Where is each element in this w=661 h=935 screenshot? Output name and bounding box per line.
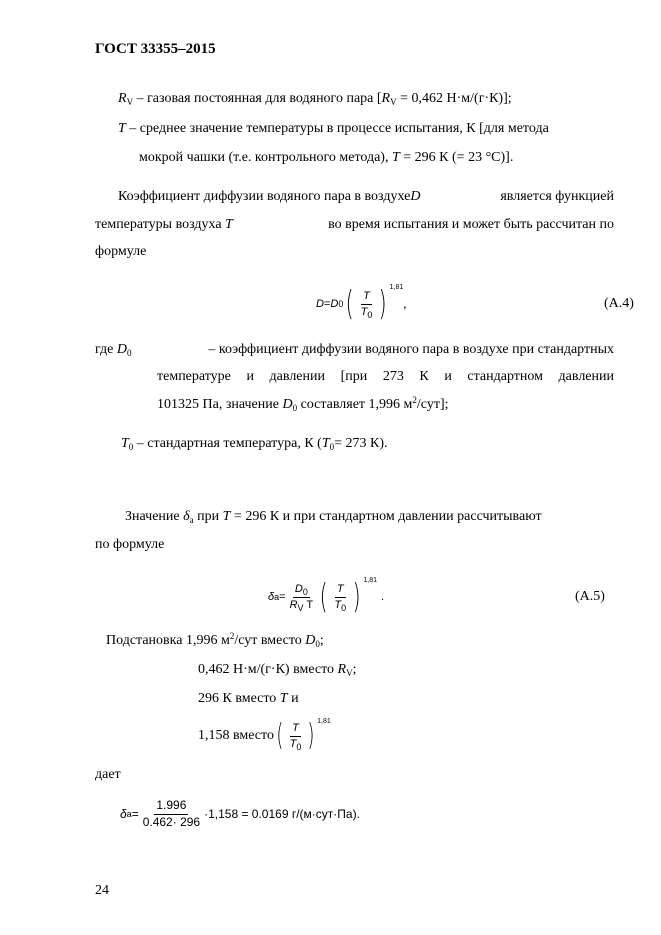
t0-text-b: = 273 К). [334,436,388,451]
formula-a5: δ a = $\frac{D_0}{R_V T}$ ( $\frac{T}{T_0}$ ) 1,81 . [268,577,385,617]
a5-num: D [294,583,303,596]
result-fraction [141,799,202,828]
sub-line3-t: T [279,691,288,706]
substitution-line4 [198,716,331,756]
d0-line3-a: 101325 Па, значение [157,397,283,412]
a5-den-b: T [303,598,314,611]
p2-t: T [222,509,231,524]
a5-eq: = [279,591,286,603]
a5-inner-num: T [336,583,344,596]
p1-line2-text-b: во время испытания и может быть рассчитан по [328,217,614,232]
paragraph1-line2 [95,218,614,232]
sub-line4-den-sub: 0 [296,741,302,752]
where-label [95,343,132,357]
d0-symbol: D [116,342,128,357]
t0-symbol: T [121,436,129,451]
d0-line3-c: /сут]; [416,397,449,412]
a4-right-paren: ) [379,284,387,324]
d0-definition-line2 [157,370,614,384]
p1-line2-text-a: температуры воздуха [95,217,226,232]
sub-line1-c: ; [319,633,324,648]
result-formula: δ a = $\frac{1.996}{0.462\cdot 296}$ ·1,158 = 0.0169 г/(м·сут·Па). [120,798,360,829]
sub-line1-d-sub: 0 [315,639,320,649]
t-text-line2-a: мокрой чашки (т.е. контрольного метода), [139,150,392,165]
rv-subscript: V [126,97,134,107]
p2-delta: δ [183,509,190,524]
a5-fraction [288,583,316,613]
a4-den: T [360,305,368,318]
a4-tail: , [403,296,407,311]
a5-inner-den-sub: 0 [341,602,347,613]
a5-lhs: δ [268,591,275,603]
a4-num: T [363,290,370,303]
definition-t-line1 [118,122,614,136]
sub-line2-r: R [337,662,347,677]
t0-subscript: 0 [128,442,134,452]
result-rest: ·1,158 = 0.0169 г/(м·сут·Па). [204,807,360,821]
paragraph2-line1 [125,510,614,524]
p2-line1-b: при [193,509,223,524]
a4-left-paren: ( [346,284,354,324]
t0-subscript-2: 0 [329,442,335,452]
sub-line1-a: Подстановка 1,996 м [106,633,230,648]
rv-subscript-2: V [390,97,397,107]
sub-line4-exponent: 1,81 [317,718,331,725]
document-header: ГОСТ 33355–2015 [95,41,216,57]
t-text-line2-b: = 296 К (= 23 °С)]. [399,150,514,165]
p2-line1-a: Значение [125,509,184,524]
p1-d-symbol: D [410,189,421,204]
result-den: 0.462· 296 [142,814,201,829]
sub-line4-left-paren: ( [276,718,284,753]
sub-line4-num: T [292,722,299,735]
a4-eq: = [323,298,331,310]
sub-line4-right-paren: ) [307,718,315,753]
rv-symbol: R [118,91,127,106]
sub-line4-den: T [289,737,297,750]
a5-exponent: 1,81 [363,577,378,584]
a5-den-a: R [289,598,298,611]
a4-exponent: 1,81 [389,284,404,291]
paragraph2-line2: по формуле [95,537,165,552]
gives-word: дает [95,767,121,782]
a4-fraction [359,290,375,320]
formula-a4: D = D 0 ( $\frac{T}{T_0}$ ) 1,81 , [316,284,407,324]
t-symbol-2: T [391,150,400,165]
d0-line1-text: – коэффициент диффузии водяного пара в воздухе при стандартных [208,342,614,357]
a5-inner-fraction [332,583,348,613]
definition-rv [118,92,512,106]
t0-symbol-2: T [321,436,330,451]
substitution-line2 [198,663,356,677]
t-symbol: T [118,121,126,136]
t0-definition [121,437,388,451]
d0-symbol-2: D [282,397,293,412]
sub-line3-a: 296 К вместо [198,691,280,706]
sub-line4-fraction [288,722,304,752]
a5-left-paren: ( [319,577,328,617]
a4-d0: D [330,298,339,310]
p1-t-symbol: T [225,217,233,232]
substitution-line3 [198,692,299,706]
result-num: 1.996 [154,799,188,814]
sub-line2-c: ; [352,662,357,677]
formula-a5-number: (А.5) [575,589,605,604]
sub-line4-a: 1,158 вместо [198,728,274,743]
page-number: 24 [95,883,109,898]
a4-den-sub: 0 [367,309,373,320]
a5-den-sub: V [297,602,304,613]
rv-value: = 0,462 Н·м/(г·К)]; [396,91,512,106]
p2-line1-c: = 296 К и при стандартном давлении рассчитывают [230,509,542,524]
result-eq: = [131,807,139,821]
t0-text-a: – стандартная температура, К ( [133,436,322,451]
a5-inner-den: T [334,598,342,611]
d0-line3-b: составляет 1,996 м [297,397,413,412]
sub-line2-a: 0,462 Н·м/(г·К) вместо [198,662,338,677]
substitution-line1 [106,631,324,649]
paragraph1-line1 [118,190,614,204]
p2-delta-sub: a [189,515,194,525]
paragraph1-line3: формуле [95,244,147,259]
d0-subscript-2: 0 [292,403,298,413]
result-lhs: δ [120,807,127,821]
a5-right-paren: ) [352,577,361,617]
rv-symbol-2: R [381,91,391,106]
sub-line1-sup: 2 [229,631,235,641]
a5-tail: . [381,591,385,603]
p1-line1-text-b: является функцией [500,189,614,204]
where-word: где [95,342,114,357]
formula-a4-number: (А.4) [604,296,634,311]
sub-line2-r-sub: V [346,668,353,678]
sub-line1-d: D [305,633,316,648]
sub-line3-b: и [287,691,299,706]
d0-line3-sup: 2 [412,395,417,405]
sub-line1-b: /сут вместо [234,633,306,648]
p1-line1-text-a: Коэффициент диффузии водяного пара в воздухе [118,189,411,204]
rv-text: – газовая постоянная для водяного пара [ [133,91,382,106]
definition-t-line2 [139,151,513,165]
d0-definition-line3 [157,395,449,413]
t-text-line1: – среднее значение температуры в процессе испытания, К [для метода [125,121,549,136]
d0-subscript: 0 [127,348,132,358]
a5-num-sub: 0 [302,587,308,598]
d0-line2-text: температуре и давлении [при 273 К и стандартном давлении [157,369,614,384]
a4-lhs: D [316,298,324,310]
